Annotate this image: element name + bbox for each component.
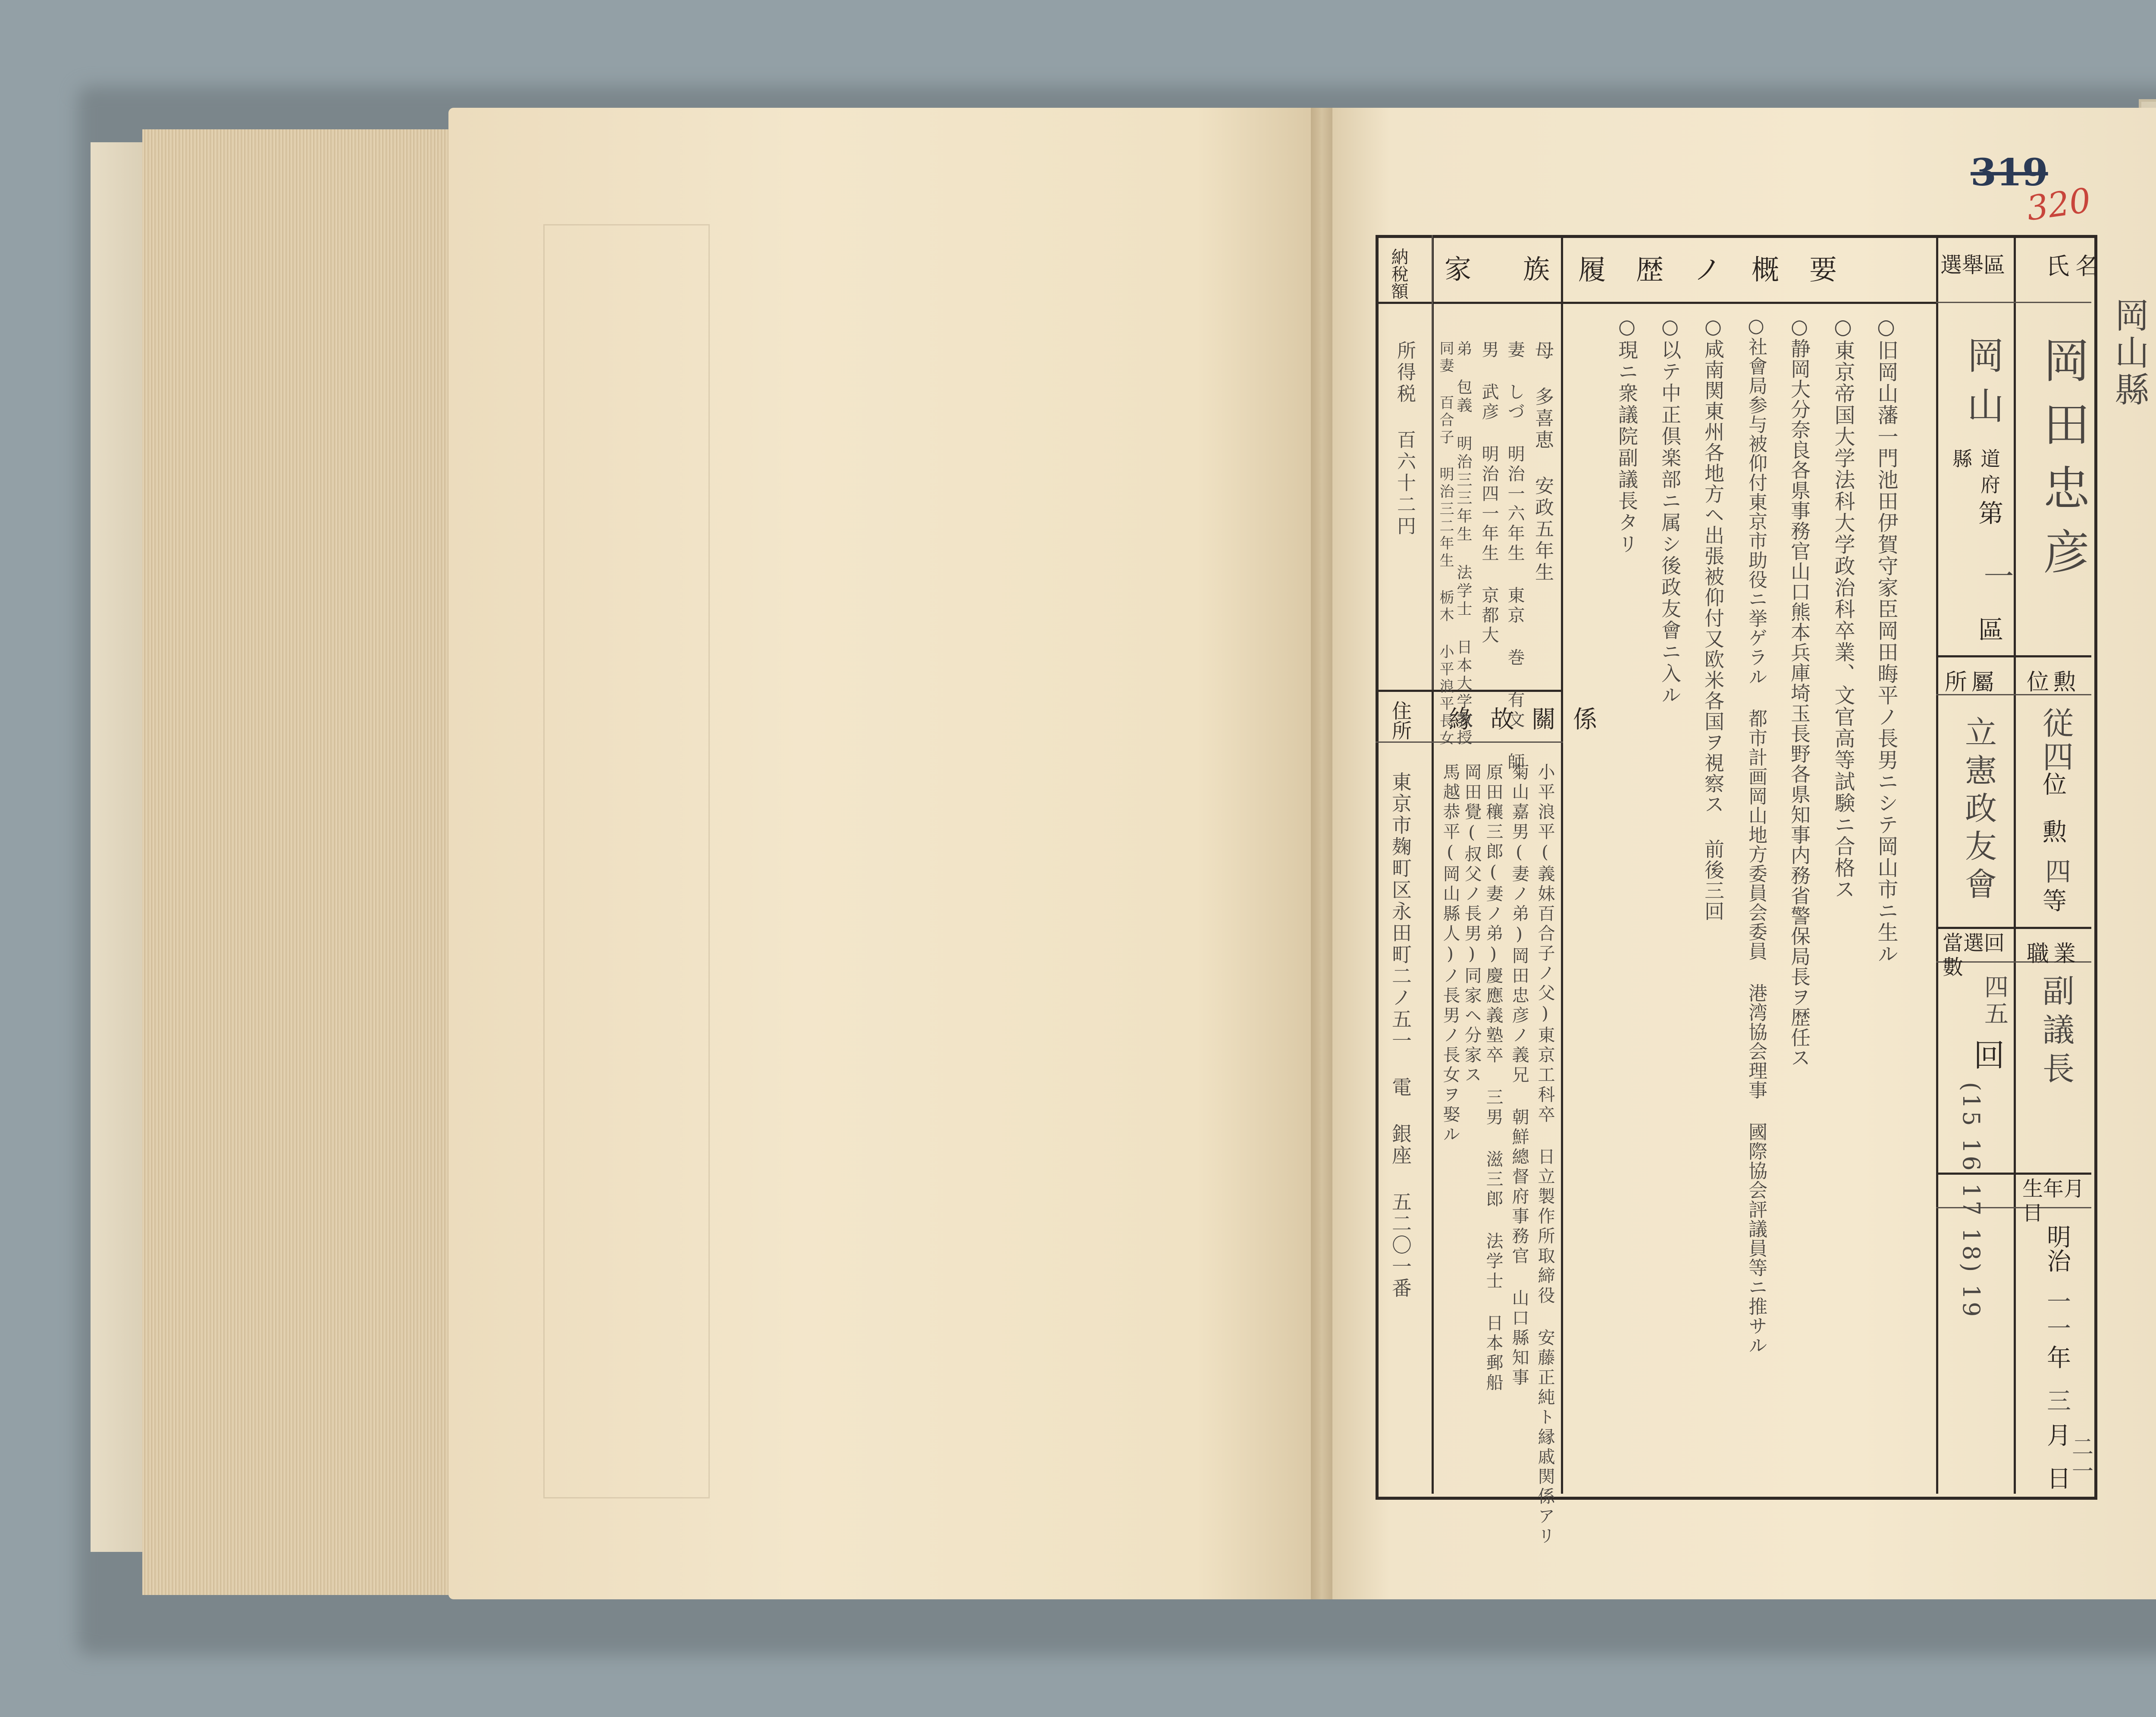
book-cover-left [91, 142, 151, 1552]
birth-day-suffix: 日 [2043, 1466, 2071, 1490]
label-district: 選舉區 [1940, 253, 2005, 278]
value-order-level: 四 [2041, 858, 2071, 886]
page-edges-left [142, 129, 461, 1595]
value-birth-month: 三 [2043, 1388, 2071, 1415]
family-line: 同妻 百合子 明治三二年生 栃木 小平浪平長女 [1437, 341, 1454, 747]
right-label-row-1 [1936, 302, 2091, 303]
label-rank: 位勲 [2027, 669, 2081, 695]
district-ken: 縣 [1949, 448, 1973, 468]
left-page-bleed-through [543, 224, 710, 1498]
rank-to: 等 [2039, 888, 2067, 912]
family-line: 妻 しづ 明治一六年生 東京 巻 有文 師 [1505, 341, 1525, 772]
col-divider-4 [2014, 235, 2016, 1494]
value-times-elected: 四五 [1981, 974, 2009, 1028]
career-line: ○以テ中正倶楽部ニ属シ後政友會ニ入ル [1658, 315, 1682, 706]
book-gutter [1311, 108, 1332, 1599]
rank-kun: 勲 [2039, 819, 2067, 843]
label-birth: 生年月日 [2022, 1177, 2085, 1225]
birth-era: 明治 [2043, 1224, 2071, 1273]
times-kai: 回 [1968, 1039, 2005, 1070]
career-line: ○旧岡山藩一門池田伊賀守家臣岡田晦平ノ長男ニシテ岡山市ニ生ル [1874, 315, 1898, 965]
page-number-printed: 319 [1971, 151, 2048, 194]
value-rank-level: 従四 [2037, 707, 2074, 774]
family-line: 母 多喜恵 安政五年生 [1532, 341, 1554, 584]
career-line: ○東京帝国大学法科大学政治科卒業、文官高等試験ニ合格ス [1831, 315, 1855, 900]
district-ku: 區 [1974, 616, 2003, 641]
label-address: 住所 [1389, 701, 1412, 740]
relations-line: 菊山嘉男(妻ノ弟)岡田忠彦ノ義兄 朝鮮總督府事務官 山口縣知事 [1509, 763, 1529, 1388]
family-line: 弟 包義 明治三三年生 法学士 日本大学教授 [1454, 341, 1472, 747]
col-divider-3 [1936, 235, 1938, 1494]
label-name: 氏名 [2046, 253, 2105, 280]
right-row-divider-2 [1936, 927, 2091, 929]
value-name: 岡田忠彦 [2035, 336, 2089, 591]
family-line: 男 武彦 明治四一年生 京都大 [1479, 341, 1499, 646]
value-district-number: 一 [1979, 560, 2014, 593]
tax-column-divider [1432, 235, 1433, 690]
value-birth-year: 一一 [2043, 1289, 2071, 1342]
relations-line: 岡田覺(叔父ノ長男)同家ヘ分家ス [1462, 763, 1482, 1085]
header-divider [1376, 302, 1936, 304]
value-party: 立憲政友會 [1960, 716, 1997, 905]
label-tax: 納稅額 [1388, 248, 1408, 300]
career-line: ○社會局参与被仰付東京市助役ニ挙ゲラル 都市計画岡山地方委員会委員 港湾協会理事 國際協会評議員等ニ推サル [1745, 315, 1767, 1355]
value-occupation: 副議長 [2037, 974, 2075, 1091]
career-line: ○静岡大分奈良各県事務官山口熊本兵庫埼玉長野各県知事内務省警保局長ヲ歴任ス [1788, 315, 1811, 1068]
birth-year-suffix: 年 [2043, 1345, 2071, 1369]
label-occupation: 職業 [2027, 941, 2081, 967]
value-times-list: (15 16 17 18) 19 [1958, 1082, 1985, 1320]
label-career: 履歴ノ概要 [1578, 254, 1867, 286]
district-dai: 第 [1974, 500, 2003, 525]
value-address: 東京市麹町区永田町二ノ五一 電 銀座 五二〇一番 [1389, 772, 1412, 1299]
birth-month-suffix: 月 [2043, 1423, 2071, 1447]
col-divider-2 [1561, 235, 1563, 1494]
relations-line: 馬越恭平(岡山縣人)ノ長男ノ長女ヲ娶ル [1440, 763, 1460, 1145]
career-line: ○現ニ衆議院副議長タリ [1615, 315, 1639, 555]
rank-i: 位 [2039, 772, 2067, 796]
career-line: ○咸南関東州各地方ヘ出張被仰付又欧米各国ヲ視察ス 前後三回 [1702, 315, 1725, 922]
label-family: 家族 [1445, 253, 1602, 285]
relations-line: 小平浪平(義妹百合子ノ父)東京工科卒 日立製作所取締役 安藤正純ト縁戚関係アリ [1535, 763, 1555, 1547]
value-birth-day: 二一 [2068, 1436, 2093, 1484]
relations-line: 原田穰三郎(妻ノ弟)慶應義塾卒 三男 滋三郎 法学士 日本郵船 [1483, 763, 1503, 1393]
page-number-handwritten: 320 [2024, 181, 2093, 228]
value-district-pref: 岡山 [1961, 336, 2004, 436]
district-do: 道 [1977, 448, 2001, 468]
margin-note-prefecture: 岡山縣 [2109, 297, 2149, 409]
label-party: 所屬 [1945, 669, 1999, 695]
label-relations: 緣故關係 [1449, 706, 1614, 734]
label-times-elected: 當選回數 [1943, 931, 2005, 979]
value-tax: 所得税 百六十二円 [1394, 341, 1416, 538]
district-fu: 府 [1977, 474, 2001, 494]
right-row-divider-1 [1936, 655, 2091, 657]
